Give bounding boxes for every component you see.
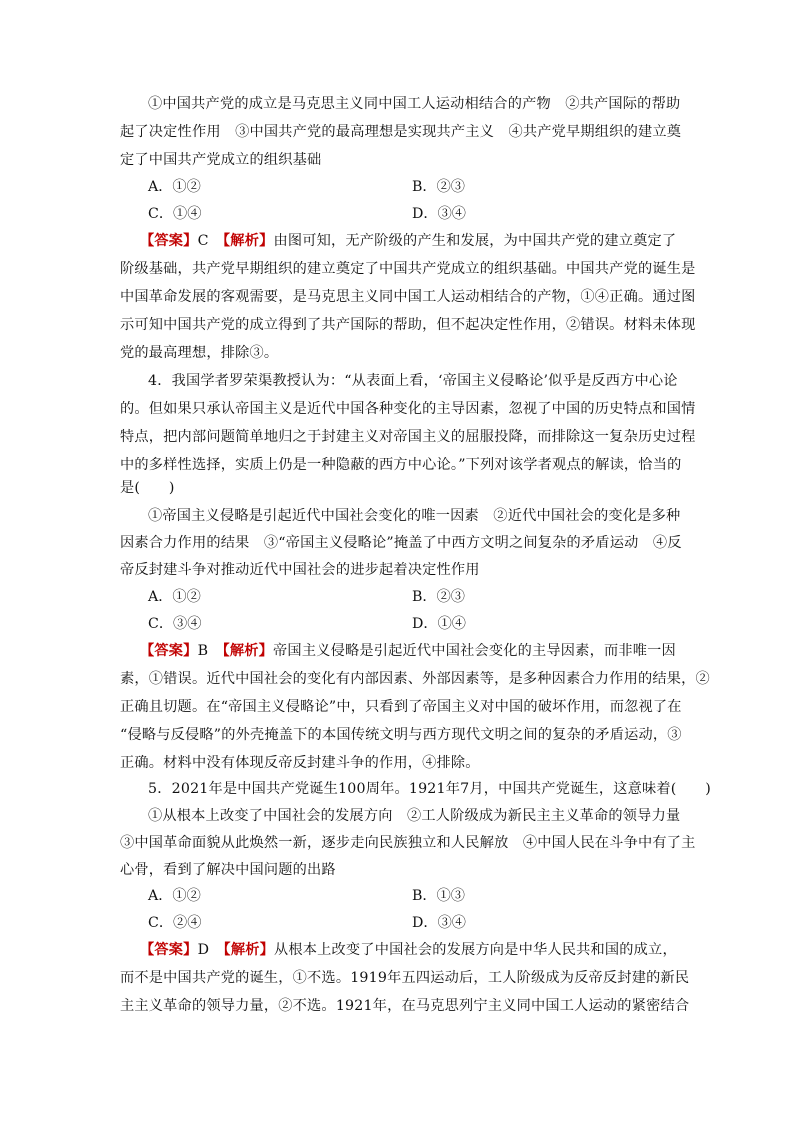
analysis-tag: 【解析】 bbox=[223, 233, 274, 249]
q4-stem-line: 的。但如果只承认帝国主义是近代中国各种变化的主导因素，忽视了中国的历史特点和国情 bbox=[120, 401, 696, 417]
q3-analysis-line: 中国革命发展的客观需要，是马克思主义同中国工人运动相结合的产物，①④正确。通过图 bbox=[120, 289, 696, 305]
q3-option-a: A．①② bbox=[148, 179, 201, 195]
q4-option-b: B．②③ bbox=[412, 589, 465, 605]
q5-item-line: ①从根本上改变了中国社会的发展方向 ②工人阶级成为新民主主义革命的领导力量 bbox=[148, 808, 681, 824]
q5-option-a: A．①② bbox=[148, 888, 201, 904]
q3-option-c: C．①④ bbox=[148, 206, 202, 222]
q4-analysis-line: 正确且切题。在“帝国主义侵略论”中，只看到了帝国主义对中国的破坏作用，而忽视了在 bbox=[120, 699, 682, 715]
q4-item-line: ①帝国主义侵略是引起近代中国社会变化的唯一因素 ②近代中国社会的变化是多种 bbox=[148, 508, 681, 524]
q5-item-line: ③中国革命面貌从此焕然一新，逐步走向民族独立和人民解放 ④中国人民在斗争中有了主 bbox=[120, 835, 696, 851]
q4-stem-line: 特点，把内部问题简单地归之于封建主义对帝国主义的屈服投降，而排除这一复杂历史过程 bbox=[120, 429, 696, 445]
analysis-tag: 【解析】 bbox=[222, 643, 274, 659]
answer-tag: 【答案】 bbox=[140, 233, 198, 249]
q5-answer-line bbox=[140, 940, 677, 960]
q4-stem-line: 是( ) bbox=[120, 480, 175, 496]
q5-option-d: D．③④ bbox=[412, 915, 466, 931]
q4-option-a: A．①② bbox=[148, 589, 201, 605]
q4-stem-line: 4．我国学者罗荣渠教授认为：“从表面上看，‘帝国主义侵略论’似乎是反西方中心论 bbox=[148, 373, 678, 389]
q3-analysis-line: 示可知中国共产党的成立得到了共产国际的帮助，但不起决定性作用，②错误。材料未体现 bbox=[120, 317, 696, 333]
q5-option-c: C．②④ bbox=[148, 915, 202, 931]
answer-value: D bbox=[197, 942, 210, 958]
answer-tag: 【答案】 bbox=[140, 643, 198, 659]
q3-stem-line: ①中国共产党的成立是马克思主义同中国工人运动相结合的产物 ②共产国际的帮助 bbox=[148, 96, 681, 112]
q5-item-line: 心骨，看到了解决中国问题的出路 bbox=[120, 862, 336, 878]
q4-answer-line bbox=[140, 641, 676, 661]
q4-item-line: 因素合力作用的结果 ③“帝国主义侵略论”掩盖了中西方文明之间复杂的矛盾运动 ④反 bbox=[120, 535, 682, 551]
q5-analysis-line: 而不是中国共产党的诞生，①不选。1919年五四运动后，工人阶级成为反帝反封建的新民 bbox=[120, 970, 690, 986]
q4-analysis-line: 正确。材料中没有体现反帝反封建斗争的作用，④排除。 bbox=[120, 755, 480, 771]
q5-stem-line: 5．2021年是中国共产党诞生100周年。1921年7月，中国共产党诞生，这意味着( ) bbox=[148, 781, 712, 797]
q3-option-b: B．②③ bbox=[412, 179, 465, 195]
analysis-text: 由图可知，无产阶级的产生和发展，为中国共产党的建立奠定了 bbox=[273, 233, 677, 249]
q3-answer-line bbox=[140, 231, 676, 251]
q3-stem-line: 起了决定性作用 ③中国共产党的最高理想是实现共产主义 ④共产党早期组织的建立奠 bbox=[120, 124, 682, 140]
q3-stem-line: 定了中国共产党成立的组织基础 bbox=[120, 152, 322, 168]
q4-option-c: C．③④ bbox=[148, 616, 202, 632]
analysis-text: 从根本上改变了中国社会的发展方向是中华人民共和国的成立， bbox=[273, 942, 677, 958]
answer-value: C bbox=[197, 233, 209, 249]
answer-value: B bbox=[197, 643, 209, 659]
q4-analysis-line: 素，①错误。近代中国社会的变化有内部因素、外部因素等，是多种因素合力作用的结果，② bbox=[120, 671, 710, 687]
q3-analysis-line: 党的最高理想，排除③。 bbox=[120, 345, 279, 361]
q4-option-d: D．①④ bbox=[412, 616, 466, 632]
analysis-tag: 【解析】 bbox=[223, 942, 274, 958]
q5-analysis-line: 主主义革命的领导力量，②不选。1921年，在马克思列宁主义同中国工人运动的紧密结合 bbox=[120, 998, 690, 1014]
q4-analysis-line: “侵略与反侵略”的外壳掩盖下的本国传统文明与西方现代文明之间的复杂的矛盾运动，③ bbox=[120, 727, 682, 743]
q4-stem-line: 中的多样性选择，实质上仍是一种隐蔽的西方中心论。”下列对该学者观点的解读，恰当的 bbox=[120, 457, 682, 473]
q4-item-line: 帝反封建斗争对推动近代中国社会的进步起着决定性作用 bbox=[120, 562, 480, 578]
q3-analysis-line: 阶级基础，共产党早期组织的建立奠定了中国共产党成立的组织基础。中国共产党的诞生是 bbox=[120, 261, 696, 277]
answer-tag: 【答案】 bbox=[140, 942, 198, 958]
q5-option-b: B．①③ bbox=[412, 888, 465, 904]
analysis-text: 帝国主义侵略是引起近代中国社会变化的主导因素，而非唯一因 bbox=[273, 643, 676, 659]
q3-option-d: D．③④ bbox=[412, 206, 466, 222]
